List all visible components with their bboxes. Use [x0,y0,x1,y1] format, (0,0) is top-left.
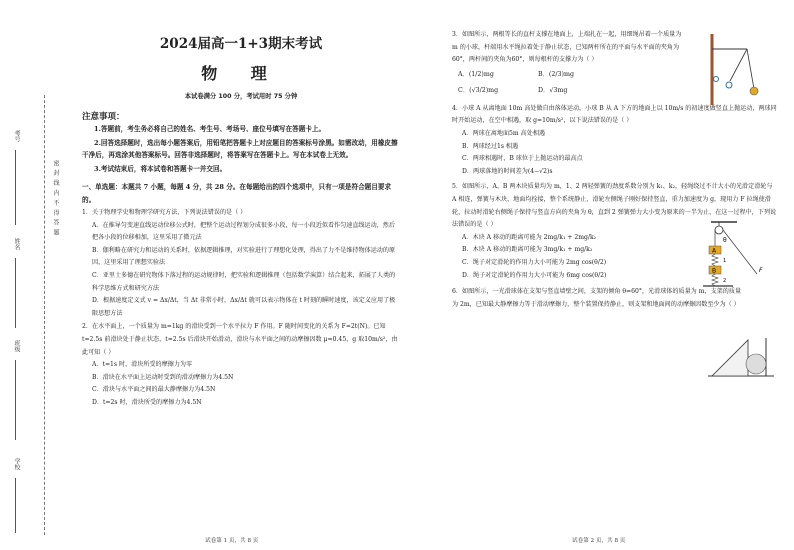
note-item: 2.回答选择题时，选出每小题答案后，用铅笔把答题卡上对应题目的答案标号涂黑。如需改动，用橡皮擦干净后，再选涂其他答案标号。回答非选择题时，将答案写在答题卡上。写在本试卷上无效。 [82,138,398,159]
q4-option-a: A．两球在离地面5m 高处相遇 [462,129,546,137]
school-label: 学校 [13,458,20,470]
q6-wedge [712,340,748,376]
q6-ball [746,354,766,374]
q2-option-b: B．滑块在水平面上运动时受到的滑动摩擦力为4.5N [92,373,234,381]
notes-heading: 注意事项： [82,112,125,122]
q1-option-b: B．伽利略在研究力和运动的关系时，依据逻辑推理，对实验进行了理想化处理，得出了力不是维持物体运动的原因，这里采用了理想实验法 [92,246,396,267]
page-1-column [82,28,400,410]
q1-option-a: A．在推导匀变速直线运动位移公式时，把整个运动过程划分成很多小段，每一小段近似看作匀速直线运动，然后把各小段的位移相加，这里采用了微元法 [92,221,395,242]
class-label: 班级 [13,340,20,352]
q4-option-d: D．两球落地的时间差为(4−√2)s [462,167,553,175]
q2-option-c: C．滑块与水平面之间的最大静摩擦力为4.5N [92,386,216,394]
q5-pulley [715,226,723,234]
page-1-footer: 试卷第 1 页，共 8 页 [205,538,259,544]
q5-option-b: B．木块 A 移动的距离可能为 3mg/k₁ + mg/k₂ [462,246,593,254]
q1-option-d: D．根据速度定义式 v = Δx/Δt，当 Δt 非常小时，Δx/Δt 就可以表示物体在 t 时刻的瞬时速度，该定义应用了极限思想方法 [92,297,396,317]
q4-option-b: B．两球经过1s 相遇 [462,142,519,150]
question-1-stem: 1．关于物理学史和物理学研究方法，下列说法错误的是（ ） [82,209,247,216]
q5-theta-label: θ [723,236,727,244]
question-6-stem: 6．如图所示，一光滑球体在支架与竖直墙壁之间，支架的倾角 θ=60°，光滑球体的质量为 m，支架的质量为 2m，已知最大静摩擦力等于滑动摩擦力，整个装置保持静止，则支架和地面间的动摩擦因数至少为（ ） [452,288,742,308]
seal-dashed-line [44,95,45,535]
q3-option-b: B．(2/3)mg [538,70,574,78]
q5-spring-1 [712,254,718,266]
q5-option-a: A．木块 A 移动的距离可能为 2mg/k₁ + 2mg/k₂ [462,233,597,241]
q2-option-d: D．t=2s 时，滑块所受的摩擦力为4.5N [92,398,202,406]
q3-figure [702,29,767,109]
subject-title: 物 理 [201,64,281,83]
q3-string-2 [730,49,747,81]
q5-option-d: D．绳子对定滑轮的作用力大小可能为 6mg cos(θ/2) [462,271,607,279]
question-2-stem: 2．在水平面上，一个质量为 m=1kg 的滑块受到一个水平拉力 F 作用。F 随时间变化的关系为 F=2t(N)。已知 t=2.5s 前滑块处于静止状态，t=2.5s 后滑块开始滑动，滑块与水平面之间的动摩擦因数 μ=0.45，g 取10m/s²，由此可知（ ） [82,323,398,356]
q5-option-c: C．绳子对定滑轮的作用力大小可能为 2mg cos(θ/2) [462,258,607,266]
q5-spring-2 [712,274,718,286]
q5-rope-right [723,230,757,274]
q1-option-c: C．亚里士多德在研究物体下落过程的运动规律时，把实验和逻辑推理（包括数学演算）结合起来，拓展了人类的科学思维方式和研究方法 [92,271,396,292]
name-line [15,258,16,328]
q4-option-c: C．两球相遇时，B 球位于上抛运动的最高点 [462,155,583,163]
q3-ball-2 [726,82,732,88]
q3-option-a: A．(1/2)mg [458,70,494,78]
question-3-stem: 3．如图所示，两根等长的直杆支撑在地面上，上端扎在一起，用细绳吊着一个质量为 m 的小球，杆端用水平绳拉着处于静止状态，已知两杆所在的平面与水平面的夹角为60°，两杆间的夹角为60°，则每根杆的支撑力为（ ） [452,31,682,64]
page-2-column [452,28,777,311]
question-4-stem: 4．小球 A 从离地面 10m 高处做自由落体运动，小球 B 从 A 下方的地面上以 10m/s 的初速度做竖直上抛运动，两球同时开始运动，在空中相遇，取 g=10m/s²，以下说法错误的是（ ） [452,104,777,125]
q5-spring-2-label: 2 [723,277,727,284]
q5-force-label: F [759,266,763,274]
q3-option-c: C．(√3/2)mg [458,86,499,94]
note-item: 1.答题前，考生务必将自己的姓名、考生号、考场号、座位号填写在答题卡上。 [94,125,326,133]
seal-text: 密 封 线 内 不 得 答 题 [52,160,59,237]
page-2-footer: 试卷第 2 页，共 8 页 [572,538,626,544]
school-line [15,478,16,533]
q5-block-b-label: B [712,267,717,275]
class-line [15,360,16,440]
q3-options [452,67,673,99]
q2-option-a: A．t=1s 时，滑块所受的摩擦力为零 [92,361,193,369]
q5-block-a-label: A [712,247,717,255]
q3-option-d: D．√3mg [538,86,568,94]
binding-margin [0,0,70,550]
exam-title: 2024届高一1+3期末考试 [159,36,323,52]
q3-pin [714,77,719,82]
exam-meta: 本试卷满分 100 分，考试用时 75 分钟 [184,93,298,100]
name-label: 姓名 [13,238,20,250]
q6-figure [704,334,776,382]
exam-no-label: 考号 [13,130,20,142]
note-item: 3.考试结束后，将本试卷和答题卡一并交回。 [94,164,227,173]
question-5-stem: 5．如图所示，A、B 两木块质量均为 m，1、2 两轻弹簧的劲度系数分别为 k₁、k₂，轻绳绕过不计大小的光滑定滑轮与 A 相连，弹簧与木块、地面均拴接，整个系统静止，滑轮左侧绳子刚好保持竖直，重力加速度为 g，现用力 F 拉绳使滑轮，拉动时滑轮右侧绳子保持与竖直方向的夹角为 θ，直到 2 弹簧弹力大小变为原来的一半为止，在这一过程中，下列说法错误的是（ ） [452,183,777,229]
q3-ball [750,87,758,95]
exam-no-line [15,150,16,225]
q3-string [747,49,754,89]
section-heading: 一、单选题：本题共 7 小题，每题 4 分，共 28 分。在每题给出的四个选项中，只有一项是符合题目要求的。 [82,183,392,204]
q5-spring-1-label: 1 [723,257,727,264]
